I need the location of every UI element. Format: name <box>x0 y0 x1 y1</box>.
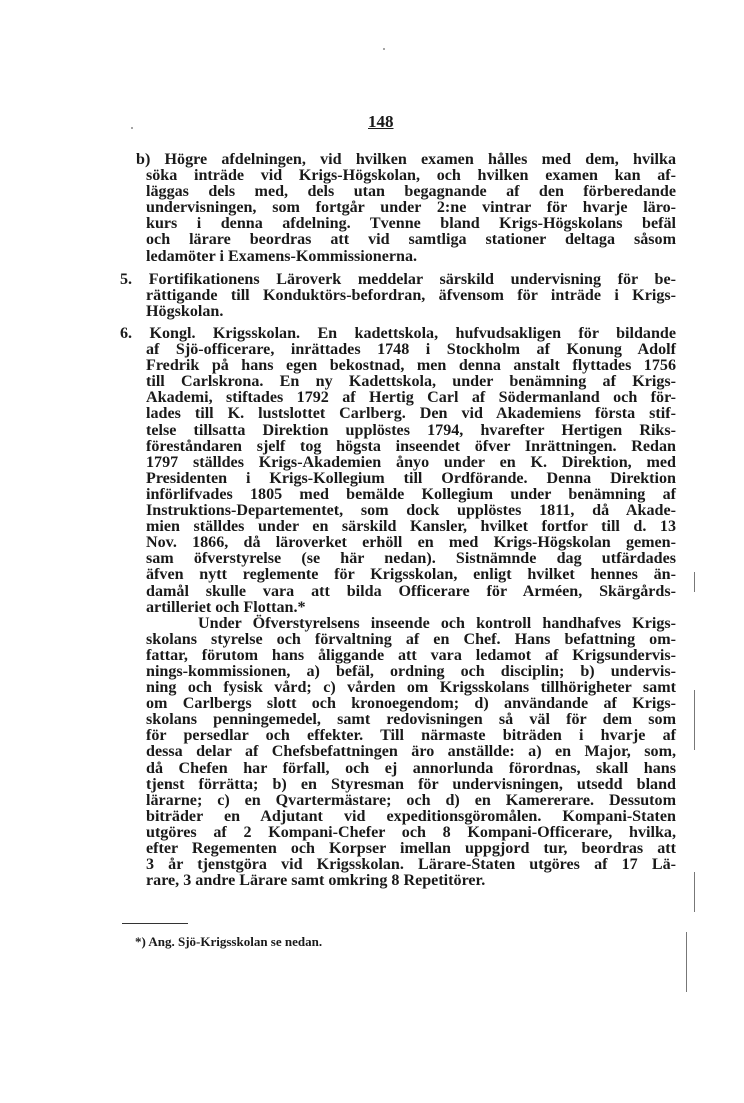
text-line: tjenst förrätta; b) en Styresman för undervisningen, utsedd bland <box>146 775 676 793</box>
text-line: af Sjö-officerare, inrättades 1748 i Stockholm af Konung Adolf <box>146 341 676 359</box>
text-line: och lärare beordras att vid samtliga stationer deltaga såsom <box>146 231 676 249</box>
scan-mark <box>694 690 695 750</box>
section-6 <box>120 326 676 889</box>
text-line: Under Öfverstyrelsens inseende och kontroll handhafves Krigs- <box>198 614 676 632</box>
scan-dot <box>383 48 385 50</box>
text-line: dessa delar af Chefsbefattningen äro anställde: a) en Major, som, <box>146 743 676 761</box>
text-line: 1797 ställdes Krigs-Akademien ånyo under en K. Direktion, med <box>146 453 676 471</box>
text-line: rättigande till Konduktörs-befordran, äfvensom för inträde i Krigs- <box>146 287 676 305</box>
text-line: artilleriet och Flottan.* <box>146 598 306 616</box>
text-line: om Carlbergs slott och kronoegendom; d) användande af Krigs- <box>146 695 676 713</box>
text-line: 3 år tjenstgöra vid Krigsskolan. Lärare-Staten utgöres af 17 Lä- <box>146 856 676 874</box>
text-line: införlifvades 1805 med bemälde Kollegium under benämning af <box>146 485 676 503</box>
footnote-divider <box>122 923 188 924</box>
text-line: skolans penningemedel, samt redovisningen så väl för dem som <box>146 711 676 729</box>
text-line: skolans styrelse och förvaltning af en Chef. Hans befattning om- <box>146 630 676 648</box>
text-line: 6. Kongl. Krigsskolan. En kadettskola, hufvudsakligen för bildande <box>120 325 676 342</box>
text-line: Högskolan. <box>146 303 224 321</box>
page-number: 148 <box>368 112 394 131</box>
text-line: b) Högre afdelningen, vid hvilken examen hålles med dem, hvilka <box>136 151 676 168</box>
text-line: mien ställdes under en särskild Kansler, hvilket fortfor till d. 13 <box>146 518 676 536</box>
text-line: föreståndaren sjelf tog högsta inseendet öfver Inrättningen. Redan <box>146 437 676 455</box>
text-line: utgöres af 2 Kompani-Chefer och 8 Kompani-Officerare, hvilka, <box>146 823 676 841</box>
text-line: lärarne; c) en Qvartermästare; och d) en Kamererare. Dessutom <box>146 791 676 809</box>
section-5 <box>120 272 676 320</box>
text-line: äfven nytt reglemente för Krigsskolan, enligt hvilket hennes än- <box>146 566 676 584</box>
text-line: till Carlskrona. En ny Kadettskola, under benämning af Krigs- <box>146 373 676 391</box>
text-line: efter Regementen och Korpser imellan uppgjord tur, beordras att <box>146 840 676 857</box>
scan-dot <box>131 127 133 129</box>
text-line: undervisningen, som fortgår under 2:ne vintrar för hvarje läro- <box>146 199 676 217</box>
text-line: ledamöter i Examens-Kommissionerna. <box>146 247 418 265</box>
scan-mark <box>694 872 695 912</box>
text-line: för persedlar och effekter. Till närmaste biträden i hvarje af <box>146 727 676 745</box>
text-line: telse tillsatta Direktion upplöstes 1794, hvarefter Hertigen Riks- <box>146 421 676 439</box>
text-line: söka inträde vid Krigs-Högskolan, och hvilken examen kan af- <box>146 167 676 185</box>
text-line: läggas dels med, dels utan begagnande af den förberedande <box>146 183 676 201</box>
text-line: 5. Fortifikationens Läroverk meddelar särskild undervisning för be- <box>120 271 676 288</box>
text-line: lades till K. lustslottet Carlberg. Den vid Akademiens första stif- <box>146 405 676 423</box>
text-line: sam öfverstyrelse (se här nedan). Sistnämnde dag utfärdades <box>146 550 676 568</box>
text-line: Instruktions-Departementet, som dock upplöstes 1811, då Akade- <box>146 502 676 520</box>
text-line: ning och fysisk vård; c) vården om Krigsskolans tillhörigheter samt <box>146 679 676 697</box>
scan-mark <box>686 932 687 992</box>
text-line: nings-kommissionen, a) befäl, ordning och disciplin; b) undervis- <box>146 662 676 680</box>
text-line: Akademi, stiftades 1792 af Hertig Carl af Södermanland och för- <box>146 389 676 407</box>
scan-mark <box>694 572 695 592</box>
text-line: då Chefen har förfall, och ej annorlunda förordnas, skall hans <box>146 759 676 777</box>
text-line: biträder en Adjutant vid expeditionsgöromålen. Kompani-Staten <box>146 807 676 825</box>
text-line: Nov. 1866, då läroverket erhöll en med Krigs-Högskolan gemen- <box>146 534 676 552</box>
text-line: Fredrik på hans egen bekostnad, men denna anstalt flyttades 1756 <box>146 357 676 375</box>
text-line: Presidenten i Krigs-Kollegium till Ordförande. Denna Direktion <box>146 469 676 487</box>
footnote: *) Ang. Sjö-Krigsskolan se nedan. <box>135 934 323 949</box>
text-line: fattar, förutom hans åliggande att vara ledamot af Krigsundervis- <box>146 646 676 664</box>
text-line: damål skulle vara att bilda Officerare för Arméen, Skärgårds- <box>146 582 676 600</box>
text-line: kurs i denna afdelning. Tvenne bland Krigs-Högskolans befäl <box>146 215 676 233</box>
section-b <box>136 152 676 265</box>
text-line: rare, 3 andre Lärare samt omkring 8 Repetitörer. <box>146 872 486 890</box>
